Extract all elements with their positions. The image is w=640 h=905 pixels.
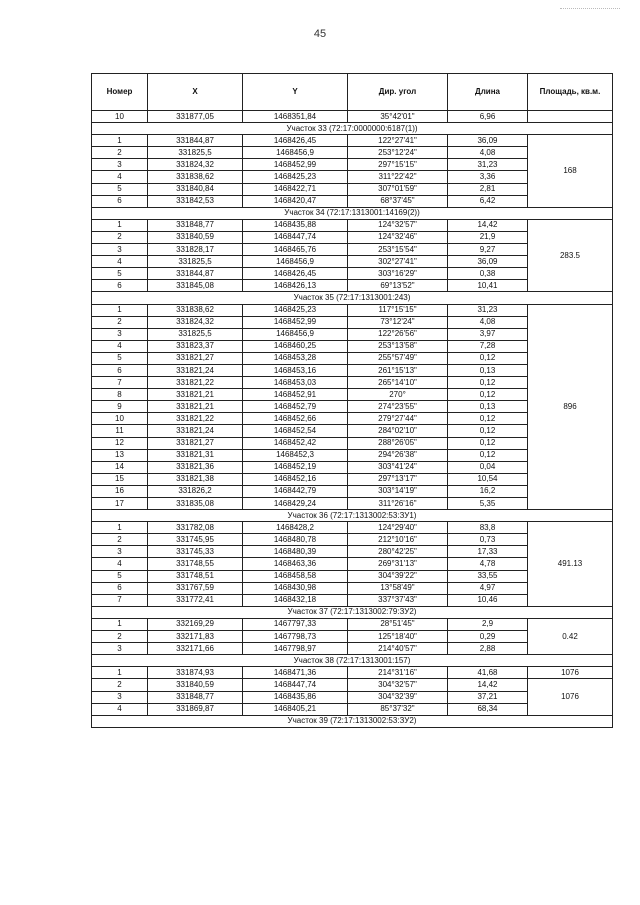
cell-y: 1468447,74 [243, 679, 348, 691]
cell-x: 331748,55 [148, 558, 243, 570]
cell-length: 68,34 [448, 703, 528, 715]
cell-x: 331828,17 [148, 244, 243, 256]
cell-x: 331835,08 [148, 498, 243, 510]
cell-y: 1468471,36 [243, 667, 348, 679]
cell-angle: 303°16'29" [348, 268, 448, 280]
cell-angle: 255°57'49" [348, 352, 448, 364]
cell-length: 10,54 [448, 473, 528, 485]
cell-length: 0,12 [448, 352, 528, 364]
cell-angle: 270° [348, 389, 448, 401]
cell-number: 14 [92, 461, 148, 473]
cell-area: 1076 [528, 667, 613, 679]
cell-y: 1468432,18 [243, 594, 348, 606]
cell-length: 0,29 [448, 631, 528, 643]
header-area: Площадь, кв.м. [528, 74, 613, 111]
cell-angle: 68°37'45" [348, 195, 448, 207]
cell-angle: 294°26'38" [348, 449, 448, 461]
cell-length: 7,28 [448, 340, 528, 352]
cell-length: 31,23 [448, 159, 528, 171]
cell-length: 2,9 [448, 618, 528, 630]
cell-length: 36,09 [448, 256, 528, 268]
cell-angle: 214°40'57" [348, 643, 448, 655]
cell-angle: 304°32'39" [348, 691, 448, 703]
cell-y: 1468452,3 [243, 449, 348, 461]
cell-angle: 253°12'24" [348, 147, 448, 159]
cell-x: 331821,36 [148, 461, 243, 473]
cell-angle: 85°37'32" [348, 703, 448, 715]
cell-angle: 261°15'13" [348, 364, 448, 376]
cell-angle: 35°42'01" [348, 111, 448, 123]
cell-angle: 279°27'44" [348, 413, 448, 425]
cell-x: 331767,59 [148, 582, 243, 594]
cell-number: 3 [92, 643, 148, 655]
section-title: Участок 34 (72:17:1313001:14169(2)) [92, 207, 613, 219]
cell-angle: 297°15'15" [348, 159, 448, 171]
cell-number: 9 [92, 401, 148, 413]
cell-length: 36,09 [448, 135, 528, 147]
cell-x: 331821,24 [148, 364, 243, 376]
cell-x: 331821,21 [148, 401, 243, 413]
cell-number: 13 [92, 449, 148, 461]
cell-y: 1468452,99 [243, 159, 348, 171]
table-row [92, 304, 613, 316]
cell-angle: 311°22'42" [348, 171, 448, 183]
cell-length: 6,42 [448, 195, 528, 207]
cell-length: 17,33 [448, 546, 528, 558]
cell-number: 6 [92, 280, 148, 292]
cell-length: 33,55 [448, 570, 528, 582]
cell-y: 1468420,47 [243, 195, 348, 207]
cell-length: 31,23 [448, 304, 528, 316]
table-row [92, 111, 613, 123]
cell-length: 0,12 [448, 389, 528, 401]
cell-length: 3,36 [448, 171, 528, 183]
cell-y: 1468426,13 [243, 280, 348, 292]
table-row [92, 618, 613, 630]
cell-x: 331821,22 [148, 377, 243, 389]
cell-y: 1468425,23 [243, 304, 348, 316]
cell-x: 331838,62 [148, 171, 243, 183]
cell-number: 2 [92, 147, 148, 159]
cell-x: 331848,77 [148, 691, 243, 703]
header-x: X [148, 74, 243, 111]
cell-angle: 122°26'56" [348, 328, 448, 340]
cell-length: 0,12 [448, 437, 528, 449]
section-title: Участок 39 (72:17:1313002:53:ЗУ2) [92, 715, 613, 727]
cell-number: 2 [92, 316, 148, 328]
cell-number: 1 [92, 135, 148, 147]
cell-x: 331874,93 [148, 667, 243, 679]
cell-x: 332171,83 [148, 631, 243, 643]
cell-y: 1468453,28 [243, 352, 348, 364]
cell-x: 331844,87 [148, 268, 243, 280]
cell-length: 83,8 [448, 522, 528, 534]
cell-angle: 337°37'43" [348, 594, 448, 606]
cell-y: 1468453,16 [243, 364, 348, 376]
cell-angle: 69°13'52" [348, 280, 448, 292]
cell-x: 331840,84 [148, 183, 243, 195]
cell-x: 331821,31 [148, 449, 243, 461]
cell-y: 1468447,74 [243, 231, 348, 243]
cell-length: 10,41 [448, 280, 528, 292]
section-title-row [92, 207, 613, 219]
cell-number: 6 [92, 195, 148, 207]
cell-number: 5 [92, 570, 148, 582]
coordinates-table [91, 73, 613, 728]
cell-length: 5,35 [448, 498, 528, 510]
cell-angle: 303°14'19" [348, 485, 448, 497]
cell-area-empty [528, 111, 613, 123]
cell-x: 331826,2 [148, 485, 243, 497]
cell-length: 37,21 [448, 691, 528, 703]
table-header-row [92, 74, 613, 111]
section-title-row [92, 123, 613, 135]
cell-number: 12 [92, 437, 148, 449]
section-title-row [92, 510, 613, 522]
cell-angle: 284°02'10" [348, 425, 448, 437]
cell-y: 1468452,91 [243, 389, 348, 401]
cell-length: 4,08 [448, 316, 528, 328]
table-row [92, 667, 613, 679]
cell-number: 7 [92, 594, 148, 606]
cell-y: 1468435,86 [243, 691, 348, 703]
cell-x: 331838,62 [148, 304, 243, 316]
cell-number: 1 [92, 304, 148, 316]
cell-angle: 122°27'41" [348, 135, 448, 147]
cell-y: 1468480,39 [243, 546, 348, 558]
section-title-row [92, 655, 613, 667]
cell-x: 332171,66 [148, 643, 243, 655]
cell-length: 21,9 [448, 231, 528, 243]
cell-number: 4 [92, 171, 148, 183]
cell-angle: 124°32'57" [348, 219, 448, 231]
cell-area: 491.13 [528, 522, 613, 607]
cell-length: 4,97 [448, 582, 528, 594]
cell-angle: 304°32'57" [348, 679, 448, 691]
cell-x: 331748,51 [148, 570, 243, 582]
cell-x: 331745,33 [148, 546, 243, 558]
cell-y: 1468429,24 [243, 498, 348, 510]
cell-angle: 280°42'25" [348, 546, 448, 558]
cell-area: 0.42 [528, 618, 613, 654]
cell-y: 1468452,66 [243, 413, 348, 425]
cell-y: 1468428,2 [243, 522, 348, 534]
cell-length: 0,12 [448, 449, 528, 461]
cell-number: 11 [92, 425, 148, 437]
cell-length: 0,12 [448, 413, 528, 425]
cell-x: 331840,59 [148, 679, 243, 691]
cell-angle: 73°12'24" [348, 316, 448, 328]
cell-y: 1468463,36 [243, 558, 348, 570]
cell-length: 10,46 [448, 594, 528, 606]
cell-number: 2 [92, 534, 148, 546]
cell-y: 1468480,78 [243, 534, 348, 546]
cell-y: 1468456,9 [243, 147, 348, 159]
cell-y: 1468456,9 [243, 256, 348, 268]
section-title-row [92, 606, 613, 618]
cell-length: 4,78 [448, 558, 528, 570]
cell-area: 896 [528, 304, 613, 510]
cell-x: 331842,53 [148, 195, 243, 207]
cell-number: 17 [92, 498, 148, 510]
section-title: Участок 36 (72:17:1313002:53:ЗУ1) [92, 510, 613, 522]
cell-number: 4 [92, 256, 148, 268]
cell-x: 331821,24 [148, 425, 243, 437]
cell-x: 331824,32 [148, 159, 243, 171]
cell-number: 6 [92, 364, 148, 376]
cell-x: 331772,41 [148, 594, 243, 606]
cell-x: 331782,08 [148, 522, 243, 534]
cell-angle: 117°15'15" [348, 304, 448, 316]
cell-x: 331823,37 [148, 340, 243, 352]
section-title: Участок 35 (72:17:1313001:243) [92, 292, 613, 304]
cell-angle: 297°13'17" [348, 473, 448, 485]
cell-angle: 13°58'49" [348, 582, 448, 594]
cell-angle: 274°23'55" [348, 401, 448, 413]
cell-y: 1468426,45 [243, 135, 348, 147]
cell-angle: 212°10'16" [348, 534, 448, 546]
cell-x: 331825,5 [148, 328, 243, 340]
header-angle: Дир. угол [348, 74, 448, 111]
table-row [92, 219, 613, 231]
cell-length: 0,12 [448, 377, 528, 389]
cell-length: 0,38 [448, 268, 528, 280]
cell-x: 331821,27 [148, 437, 243, 449]
cell-number: 5 [92, 352, 148, 364]
cell-y: 1468435,88 [243, 219, 348, 231]
cell-number: 3 [92, 691, 148, 703]
cell-length: 4,08 [448, 147, 528, 159]
cell-length: 2,81 [448, 183, 528, 195]
cell-angle: 307°01'59" [348, 183, 448, 195]
cell-number: 7 [92, 377, 148, 389]
cell-length: 0,73 [448, 534, 528, 546]
cell-angle: 125°18'40" [348, 631, 448, 643]
cell-y: 1468405,21 [243, 703, 348, 715]
section-title: Участок 38 (72:17:1313001:157) [92, 655, 613, 667]
cell-number: 8 [92, 389, 148, 401]
cell-angle: 302°27'41" [348, 256, 448, 268]
cell-angle: 303°41'24" [348, 461, 448, 473]
cell-number: 1 [92, 618, 148, 630]
cell-x: 331869,87 [148, 703, 243, 715]
cell-length: 16,2 [448, 485, 528, 497]
cell-number: 1 [92, 522, 148, 534]
table-row [92, 679, 613, 691]
cell-x: 331745,95 [148, 534, 243, 546]
cell-length: 9,27 [448, 244, 528, 256]
cell-number: 2 [92, 631, 148, 643]
cell-angle: 124°32'46" [348, 231, 448, 243]
cell-number: 3 [92, 328, 148, 340]
cell-y: 1467798,73 [243, 631, 348, 643]
cell-x: 331821,38 [148, 473, 243, 485]
cell-length: 6,96 [448, 111, 528, 123]
cell-y: 1467798,97 [243, 643, 348, 655]
cell-y: 1468425,23 [243, 171, 348, 183]
cell-number: 4 [92, 558, 148, 570]
header-number: Номер [92, 74, 148, 111]
cell-length: 2,88 [448, 643, 528, 655]
cell-y: 1468452,99 [243, 316, 348, 328]
cell-length: 14,42 [448, 679, 528, 691]
cell-number: 2 [92, 231, 148, 243]
section-title-row [92, 292, 613, 304]
table-row [92, 135, 613, 147]
section-title-row [92, 715, 613, 727]
cell-length: 14,42 [448, 219, 528, 231]
cell-y: 1467797,33 [243, 618, 348, 630]
cell-angle: 214°31'16" [348, 667, 448, 679]
cell-area: 168 [528, 135, 613, 208]
cell-angle: 304°39'22" [348, 570, 448, 582]
cell-number: 3 [92, 244, 148, 256]
cell-x: 331840,59 [148, 231, 243, 243]
cell-number: 1 [92, 219, 148, 231]
cell-number: 10 [92, 413, 148, 425]
cell-number: 6 [92, 582, 148, 594]
cell-y: 1468430,98 [243, 582, 348, 594]
cell-y: 1468452,79 [243, 401, 348, 413]
cell-angle: 253°15'54" [348, 244, 448, 256]
cell-x: 331825,5 [148, 256, 243, 268]
cell-number: 4 [92, 703, 148, 715]
cell-number: 3 [92, 546, 148, 558]
cell-length: 0,13 [448, 364, 528, 376]
cell-length: 41,68 [448, 667, 528, 679]
cell-y: 1468452,42 [243, 437, 348, 449]
cell-number: 4 [92, 340, 148, 352]
cell-y: 1468452,16 [243, 473, 348, 485]
cell-y: 1468456,9 [243, 328, 348, 340]
cell-x: 331821,22 [148, 413, 243, 425]
cell-angle: 288°26'05" [348, 437, 448, 449]
cell-x: 331844,87 [148, 135, 243, 147]
header-length: Длина [448, 74, 528, 111]
section-title: Участок 33 (72:17:0000000:6187(1)) [92, 123, 613, 135]
cell-angle: 269°31'13" [348, 558, 448, 570]
cell-angle: 253°13'58" [348, 340, 448, 352]
cell-angle: 28°51'45" [348, 618, 448, 630]
cell-x: 331845,08 [148, 280, 243, 292]
cell-number: 1 [92, 667, 148, 679]
cell-x: 331825,5 [148, 147, 243, 159]
section-title: Участок 37 (72:17:1313002:79:ЗУ2) [92, 606, 613, 618]
cell-length: 0,13 [448, 401, 528, 413]
cell-x: 331877,05 [148, 111, 243, 123]
cell-x: 332169,29 [148, 618, 243, 630]
cell-number: 3 [92, 159, 148, 171]
table-row [92, 522, 613, 534]
cell-length: 0,12 [448, 425, 528, 437]
cell-x: 331848,77 [148, 219, 243, 231]
cell-y: 1468460,25 [243, 340, 348, 352]
cell-y: 1468465,76 [243, 244, 348, 256]
cell-y: 1468351,84 [243, 111, 348, 123]
cell-number: 5 [92, 183, 148, 195]
cell-angle: 311°26'16" [348, 498, 448, 510]
cell-x: 331821,21 [148, 389, 243, 401]
cell-x: 331824,32 [148, 316, 243, 328]
cell-number: 16 [92, 485, 148, 497]
cell-y: 1468452,19 [243, 461, 348, 473]
cell-y: 1468453,03 [243, 377, 348, 389]
cell-number: 15 [92, 473, 148, 485]
cell-x: 331821,27 [148, 352, 243, 364]
cell-y: 1468422,71 [243, 183, 348, 195]
cell-y: 1468452,54 [243, 425, 348, 437]
cell-angle: 265°14'10" [348, 377, 448, 389]
cell-number: 5 [92, 268, 148, 280]
cell-area: 1076 [528, 679, 613, 715]
header-y: Y [243, 74, 348, 111]
scan-artifact [560, 2, 620, 9]
cell-number: 2 [92, 679, 148, 691]
cell-y: 1468426,45 [243, 268, 348, 280]
cell-length: 0,04 [448, 461, 528, 473]
page-number: 45 [313, 28, 327, 40]
cell-angle: 124°29'40" [348, 522, 448, 534]
cell-area: 283.5 [528, 219, 613, 292]
cell-y: 1468458,58 [243, 570, 348, 582]
cell-number: 10 [92, 111, 148, 123]
cell-y: 1468442,79 [243, 485, 348, 497]
cell-length: 3,97 [448, 328, 528, 340]
